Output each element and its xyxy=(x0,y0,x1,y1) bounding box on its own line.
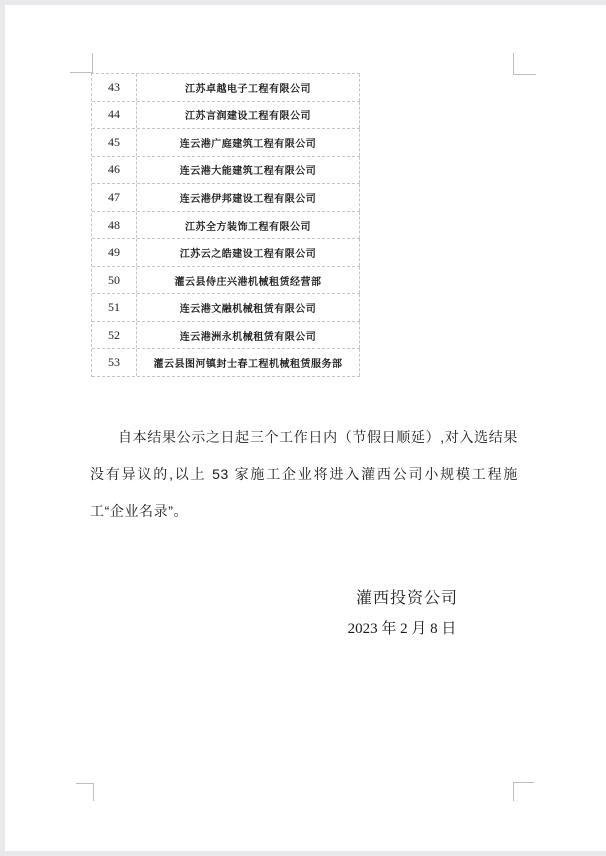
table-row xyxy=(92,74,360,102)
table-row xyxy=(92,102,360,130)
row-number-cell: 46 xyxy=(92,157,137,184)
document-page[interactable] xyxy=(5,5,606,851)
company-name-cell: 江苏云之皓建设工程有限公司 xyxy=(137,239,360,266)
company-name-cell: 连云港伊邦建设工程有限公司 xyxy=(137,184,360,211)
table-row xyxy=(92,267,360,295)
row-number-cell: 52 xyxy=(92,322,137,349)
row-number-cell: 53 xyxy=(92,349,137,376)
company-name-cell: 江苏卓越电子工程有限公司 xyxy=(137,74,360,101)
company-name-cell: 连云港文融机械租赁有限公司 xyxy=(137,294,360,321)
table-row xyxy=(92,157,360,185)
row-number-cell: 50 xyxy=(92,267,137,294)
table-row xyxy=(92,184,360,212)
margin-mark-bottom-right xyxy=(513,782,534,801)
closing-paragraph: 自本结果公示之日起三个工作日内（节假日顺延）,对入选结果没有异议的,以上 53 家施工企业将进入灌西公司小规模工程施工“企业名录”。 xyxy=(90,429,518,519)
company-name-cell: 灌云县侍庄兴港机械租赁经营部 xyxy=(137,267,360,294)
margin-mark-top-right xyxy=(513,53,536,75)
row-number-cell: 48 xyxy=(92,212,137,239)
table-row xyxy=(92,239,360,267)
signature-date: 2023 年 2 月 8 日 xyxy=(347,621,457,637)
row-number-cell: 51 xyxy=(92,294,137,321)
table-row xyxy=(92,129,360,157)
company-name-cell: 灌云县图河镇封士春工程机械租赁服务部 xyxy=(137,349,360,376)
company-name-cell: 江苏全方装饰工程有限公司 xyxy=(137,212,360,239)
row-number-cell: 44 xyxy=(92,102,137,129)
table-row xyxy=(92,212,360,240)
company-name-cell: 连云港大能建筑工程有限公司 xyxy=(137,157,360,184)
row-number-cell: 49 xyxy=(92,239,137,266)
table-row xyxy=(92,322,360,350)
company-name-cell: 连云港广庭建筑工程有限公司 xyxy=(137,129,360,156)
row-number-cell: 43 xyxy=(92,74,137,101)
table-row xyxy=(92,294,360,322)
company-name-cell: 江苏言润建设工程有限公司 xyxy=(137,102,360,129)
row-number-cell: 47 xyxy=(92,184,137,211)
signature-company-name: 灌西投资公司 xyxy=(355,590,458,607)
row-number-cell: 45 xyxy=(92,129,137,156)
table-row xyxy=(92,349,360,377)
margin-mark-bottom-left xyxy=(76,783,94,801)
company-name-cell: 连云港洲永机械租赁有限公司 xyxy=(137,322,360,349)
margin-mark-top-left xyxy=(70,53,93,73)
vendor-list-table xyxy=(91,73,360,377)
